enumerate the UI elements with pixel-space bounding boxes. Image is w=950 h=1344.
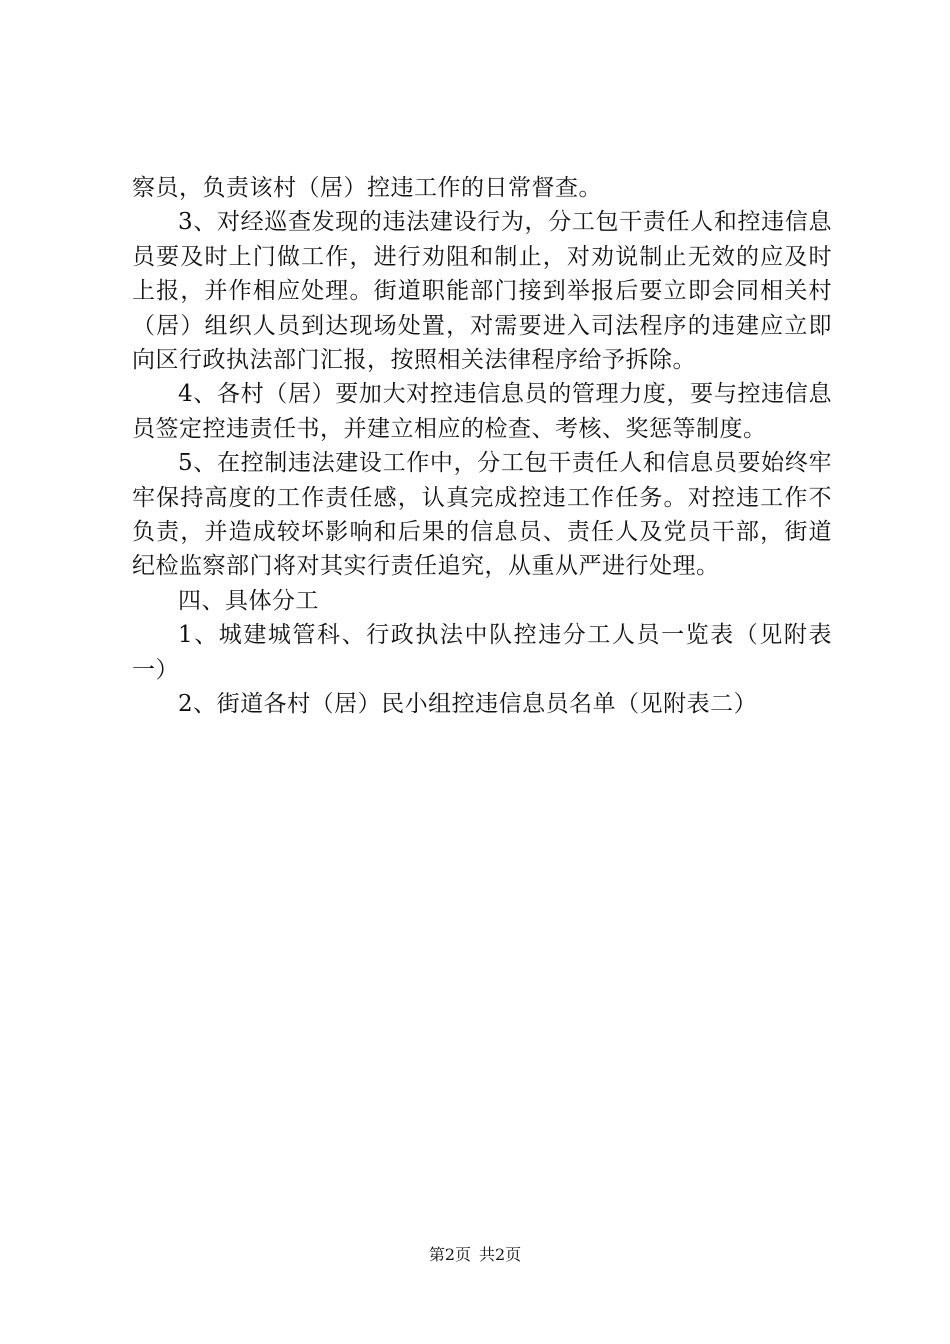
page-footer (0, 1245, 950, 1265)
paragraph-item-5: 5、在控制违法建设工作中，分工包干责任人和信息员要始终牢牢保持高度的工作责任感，认真完成控违工作任务。对控违工作不负责，并造成较坏影响和后果的信息员、责任人及党员干部，街道纪检监察部门将对其实行责任追究，从重从严进行处理。 (132, 450, 832, 580)
paragraph-continuation: 察员，负责该村（居）控违工作的日常督查。 (132, 175, 602, 201)
paragraph-item-3: 3、对经巡查发现的违法建设行为，分工包干责任人和控违信息员要及时上门做工作，进行劝阻和制止，对劝说制止无效的应及时上报，并作相应处理。街道职能部门接到举报后要立即会同相关村（居）组织人员到达现场处置，对需要进入司法程序的违建应立即向区行政执法部门汇报，按照相关法律程序给予拆除。 (132, 209, 832, 374)
page-number: 第2页 (428, 1245, 471, 1264)
division-item-1: 1、城建城管科、行政执法中队控违分工人员一览表（见附表一） (132, 622, 832, 683)
document-body (132, 171, 832, 722)
paragraph-item-4: 4、各村（居）要加大对控违信息员的管理力度，要与控违信息员签定控违责任书，并建立相应的检查、考核、奖惩等制度。 (132, 381, 832, 442)
division-item-2: 2、街道各村（居）民小组控违信息员名单（见附表二） (178, 691, 758, 718)
page-total: 共2页 (479, 1245, 522, 1264)
section-heading-4: 四、具体分工 (178, 587, 319, 614)
